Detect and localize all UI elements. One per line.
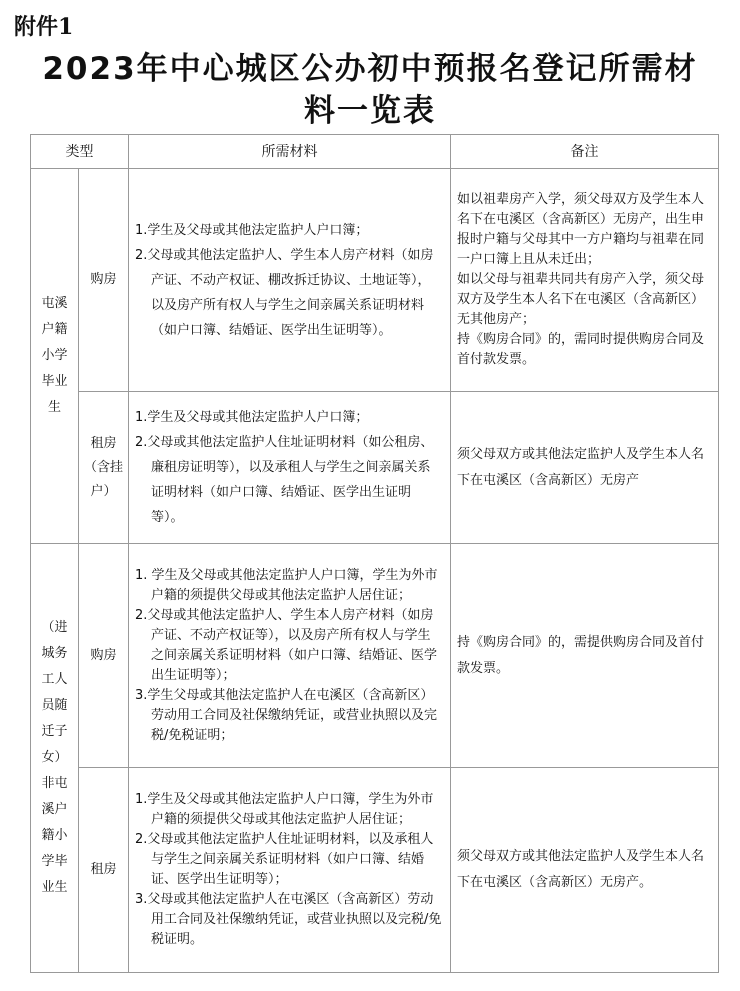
materials-table <box>30 134 719 973</box>
material-item: 2.父母或其他法定监护人、学生本人房产材料（如房产证、不动产权证等），以及房产所有权人与学生之间亲属关系证明材料（如户口簿、结婚证、医学出生证明等）； <box>135 607 438 683</box>
material-item: 2.父母或其他法定监护人、学生本人房产材料（如房产证、不动产权证、棚改拆迁协议、土地证等），以及房产所有权人与学生之间亲属关系证明材料（如户口簿、结婚证、医学出生证明等）。 <box>135 247 434 338</box>
group-label-tunxi: 屯溪户籍小学毕业生 <box>31 169 79 544</box>
notes-cell <box>451 544 719 768</box>
table-header-row <box>31 135 719 169</box>
note-item: 须父母双方或其他法定监护人及学生本人名下在屯溪区（含高新区）无房产 <box>457 446 705 488</box>
group-label-non-tunxi: （进城务工人员随迁子女）非屯溪户籍小学毕业生 <box>31 544 79 973</box>
note-item: 持《购房合同》的，需提供购房合同及首付款发票。 <box>457 634 705 676</box>
notes-cell <box>451 768 719 973</box>
material-item: 2.父母或其他法定监护人住址证明材料，以及承租人与学生之间亲属关系证明材料（如户口簿、结婚证、医学出生证明等）； <box>135 832 434 887</box>
material-item: 1.学生及父母或其他法定监护人户口簿； <box>135 222 369 238</box>
header-notes: 备注 <box>451 135 719 169</box>
material-item: 1.学生及父母或其他法定监护人户口簿，学生为外市户籍的须提供父母或其他法定监护人居住证； <box>135 792 434 827</box>
material-item: 1. 学生及父母或其他法定监护人户口簿，学生为外市户籍的须提供父母或其他法定监护人居住证； <box>135 567 438 603</box>
material-item: 3.学生父母或其他法定监护人在屯溪区（含高新区）劳动用工合同及社保缴纳凭证，或营业执照以及完税/免税证明； <box>135 687 438 743</box>
subtype-label: 租房 <box>79 768 129 973</box>
title-line-1: 2023年中心城区公办初中预报名登记所需材 <box>42 51 698 87</box>
table-row <box>31 392 719 544</box>
material-item: 3.父母或其他法定监护人在屯溪区（含高新区）劳动用工合同及社保缴纳凭证，或营业执照以及完税/免税证明。 <box>135 892 442 947</box>
subtype-label: 购房 <box>79 169 129 392</box>
table-row <box>31 768 719 973</box>
material-item: 1.学生及父母或其他法定监护人户口簿； <box>135 410 369 425</box>
document-title <box>20 48 720 132</box>
materials-cell <box>129 169 451 392</box>
table-row <box>31 169 719 392</box>
header-materials: 所需材料 <box>129 135 451 169</box>
materials-cell <box>129 392 451 544</box>
table-row <box>31 544 719 768</box>
subtype-label: 购房 <box>79 544 129 768</box>
note-item: 须父母双方或其他法定监护人及学生本人名下在屯溪区（含高新区）无房产。 <box>457 849 705 890</box>
header-type: 类型 <box>31 135 129 169</box>
note-item: 持《购房合同》的，需同时提供购房合同及首付款发票。 <box>457 332 705 367</box>
attachment-label: 附件1 <box>14 14 74 40</box>
note-item: 如以祖辈房产入学，须父母双方及学生本人名下在屯溪区（含高新区）无房产，出生申报时户籍与父母其中一方户籍均与祖辈在同一户口簿上且从未迁出； <box>457 192 705 267</box>
materials-cell <box>129 544 451 768</box>
title-line-2: 料一览表 <box>304 93 436 129</box>
materials-cell <box>129 768 451 973</box>
subtype-label: 租房（含挂户） <box>79 392 129 544</box>
notes-cell <box>451 392 719 544</box>
material-item: 2.父母或其他法定监护人住址证明材料（如公租房、廉租房证明等），以及承租人与学生之间亲属关系证明材料（如户口簿、结婚证、医学出生证明等）。 <box>135 435 434 525</box>
note-item: 如以父母与祖辈共同共有房产入学，须父母双方及学生本人名下在屯溪区（含高新区）无其他房产； <box>457 272 705 327</box>
notes-cell <box>451 169 719 392</box>
